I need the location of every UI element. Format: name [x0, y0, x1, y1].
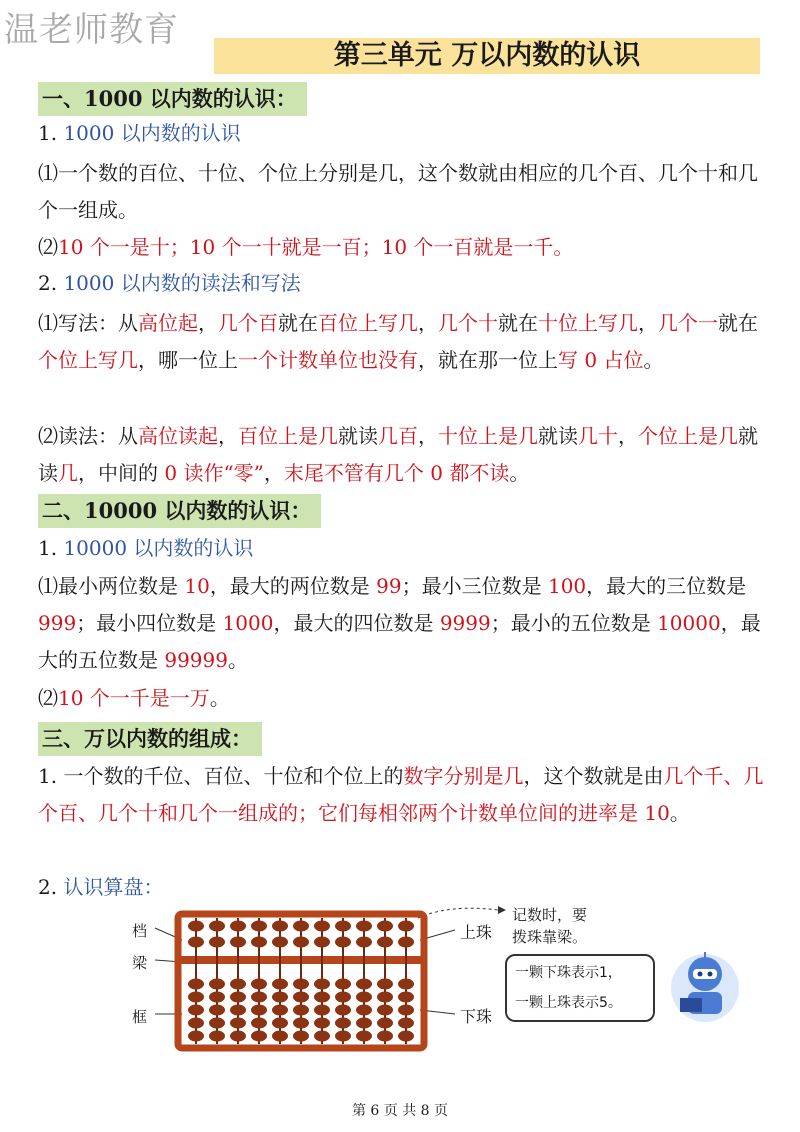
lower-bead [251, 1031, 267, 1042]
subheading-number: 2. [38, 271, 58, 295]
upper-bead [335, 921, 351, 932]
bubble-line: 一颗上珠表示5。 [515, 995, 622, 1011]
highlight-run: 个位上写几 [38, 348, 138, 372]
text-run: ，最大的五位数是 [38, 611, 761, 672]
upper-bead [188, 921, 204, 932]
highlight-run: 0 读作“零” [164, 461, 264, 485]
page-title: 第三单元 万以内数的认识 [214, 38, 760, 74]
lower-bead [398, 1018, 414, 1029]
highlight-run: 999 [38, 611, 77, 635]
highlight-run: 十位上写几 [538, 311, 638, 335]
upper-bead [314, 921, 330, 932]
highlight-run: 99999 [164, 648, 228, 672]
lower-bead [272, 1018, 288, 1029]
para-highlight: 10 个一是十；10 个一十就是一百；10 个一百就是一千。 [58, 235, 574, 259]
section-heading-3: 三、万以内数的组成： [38, 722, 262, 756]
text-run: ， [218, 424, 238, 448]
highlight-run: 数字分别是几 [403, 764, 524, 788]
lower-bead [209, 979, 225, 990]
text-run: ，最大的三位数是 [586, 574, 747, 598]
note-line: 拨珠靠梁。 [512, 928, 588, 946]
highlight-run: 个位上是几 [638, 424, 738, 448]
subheading-number: 1. [38, 536, 58, 560]
lower-bead [293, 979, 309, 990]
dotted-arrow [418, 908, 498, 918]
lower-bead [335, 1031, 351, 1042]
lower-bead [314, 1031, 330, 1042]
subheading-3-2 [38, 872, 163, 902]
paragraph-1-2 [38, 229, 768, 266]
lower-bead [209, 1005, 225, 1016]
upper-bead [209, 921, 225, 932]
lower-bead [251, 992, 267, 1003]
label-lower-bead: 下珠 [460, 1007, 493, 1026]
lower-bead [251, 1018, 267, 1029]
upper-bead [314, 937, 330, 948]
page-footer: 第 6 页 共 8 页 [351, 1103, 449, 1119]
upper-bead [377, 937, 393, 948]
lower-bead [314, 979, 330, 990]
lower-bead [356, 1031, 372, 1042]
watermark: 温老师教育 [4, 10, 179, 50]
lower-bead [356, 1018, 372, 1029]
text-run: ⑴最小两位数是 [38, 574, 185, 598]
text-run: 。 [643, 348, 664, 372]
section-heading-1: 一、1000 以内数的认识： [38, 82, 307, 116]
lower-bead [356, 979, 372, 990]
upper-bead [251, 921, 267, 932]
text-run: 就读 [38, 424, 758, 485]
highlight-run: 写 0 占位 [558, 348, 644, 372]
subheading-number: 1. [38, 121, 58, 145]
lower-bead [272, 1005, 288, 1016]
upper-bead [377, 921, 393, 932]
text-run: 1. 一个数的千位、百位、十位和个位上的 [38, 764, 404, 788]
lower-bead [293, 1018, 309, 1029]
highlight-run: 几个百 [218, 311, 278, 335]
abacus-figure [120, 900, 740, 1060]
upper-bead [230, 937, 246, 948]
highlight-run: 几百 [378, 424, 418, 448]
lower-bead [398, 992, 414, 1003]
subheading-1-2 [38, 268, 301, 298]
lower-bead [230, 1005, 246, 1016]
highlight-run: 99 [376, 574, 402, 598]
highlight-run: 9999 [439, 611, 491, 635]
arrow-head [498, 906, 506, 914]
highlight-run: 10 个一千是一万 [58, 686, 210, 710]
text-run: ；最小的五位数是 [490, 611, 658, 635]
highlight-run: 几 [58, 461, 78, 485]
text-run: 。 [209, 686, 230, 710]
paragraph-3-1 [38, 758, 768, 832]
lower-bead [377, 992, 393, 1003]
para-prefix: ⑵ [38, 686, 58, 710]
lower-bead [314, 992, 330, 1003]
lower-bead [398, 979, 414, 990]
lower-bead [335, 992, 351, 1003]
lower-bead [188, 1018, 204, 1029]
text-run: ⑴写法：从 [38, 311, 138, 335]
lower-bead [272, 992, 288, 1003]
text-run: ， [418, 424, 438, 448]
highlight-run: 十位上是几 [438, 424, 538, 448]
highlight-run: 几个千、几个百、几个十和几个一组成的；它们每相邻两个计数单位间的进率是 10 [38, 764, 764, 825]
text-run: ⑵读法：从 [38, 424, 138, 448]
note-line: 记数时，要 [512, 906, 588, 924]
subheading-text: 10000 以内数的认识 [63, 536, 254, 560]
highlight-run: 高位起 [138, 311, 198, 335]
abacus-rods [188, 918, 414, 1044]
robot-icon [671, 952, 739, 1022]
text-run: 。 [227, 648, 248, 672]
upper-bead [293, 937, 309, 948]
lower-bead [377, 1018, 393, 1029]
lower-bead [335, 979, 351, 990]
highlight-run: 百位上是几 [238, 424, 338, 448]
highlight-run: 百位上写几 [318, 311, 418, 335]
text-run: ， [618, 424, 638, 448]
highlight-run: 1000 [222, 611, 274, 635]
paragraph-writing [38, 305, 768, 379]
paragraph-reading [38, 418, 768, 492]
upper-bead [356, 937, 372, 948]
lower-bead [314, 1018, 330, 1029]
lower-bead [209, 1031, 225, 1042]
subheading-text: 1000 以内数的认识 [63, 121, 241, 145]
label-rod: 档 [132, 922, 148, 940]
lower-bead [356, 992, 372, 1003]
highlight-run: 10 [184, 574, 210, 598]
section-heading-2: 二、10000 以内数的认识： [38, 494, 321, 528]
lower-bead [293, 1005, 309, 1016]
upper-bead [293, 921, 309, 932]
text-run: ，最大的两位数是 [209, 574, 377, 598]
text-run: ，最大的四位数是 [273, 611, 440, 635]
subheading-1-1 [38, 118, 241, 148]
lower-bead [209, 1018, 225, 1029]
text-run: 就在 [278, 311, 318, 335]
lower-bead [230, 979, 246, 990]
text-run: ， [198, 311, 218, 335]
highlight-run: 几十 [578, 424, 618, 448]
highlight-run: 末尾不管有几个 0 都不读 [283, 461, 510, 485]
text-run: 就在 [718, 311, 758, 335]
upper-bead [188, 937, 204, 948]
text-run: ， [638, 311, 658, 335]
text-run: ， [263, 461, 284, 485]
highlight-run: 高位读起 [138, 424, 218, 448]
lower-bead [335, 1018, 351, 1029]
lower-bead [209, 992, 225, 1003]
text-run: ，就在那一位上 [418, 348, 558, 372]
abacus-note [512, 904, 587, 948]
text-run: ；最小三位数是 [401, 574, 548, 598]
label-beam: 梁 [132, 954, 148, 972]
lower-bead [251, 979, 267, 990]
bubble-line: 一颗下珠表示1， [515, 965, 622, 981]
upper-bead [398, 921, 414, 932]
lower-bead [188, 992, 204, 1003]
lower-bead [377, 1031, 393, 1042]
para-prefix: ⑵ [38, 235, 58, 259]
lower-bead [398, 1005, 414, 1016]
text-run: ，哪一位上 [138, 348, 238, 372]
subheading-text: 认识算盘： [63, 875, 164, 899]
upper-bead [230, 921, 246, 932]
lower-bead [356, 1005, 372, 1016]
text-run: 。 [669, 801, 690, 825]
lower-bead [188, 1005, 204, 1016]
lower-bead [293, 1031, 309, 1042]
upper-bead [398, 937, 414, 948]
lower-bead [272, 979, 288, 990]
text-run: ，中间的 [78, 461, 165, 485]
highlight-run: 几个一 [658, 311, 718, 335]
text-run: 就读 [538, 424, 578, 448]
text-run: ， [418, 311, 438, 335]
upper-bead [251, 937, 267, 948]
speech-bubble [505, 954, 655, 1022]
subheading-text: 1000 以内数的读法和写法 [63, 271, 301, 295]
text-run: 就在 [498, 311, 538, 335]
upper-bead [209, 937, 225, 948]
lower-bead [188, 1031, 204, 1042]
lower-bead [230, 992, 246, 1003]
lower-bead [188, 979, 204, 990]
paragraph-2-2 [38, 680, 768, 717]
paragraph-1-1: ⑴一个数的百位、十位、个位上分别是几，这个数就由相应的几个百、几个十和几个一组成。 [38, 161, 758, 222]
lower-bead [335, 1005, 351, 1016]
highlight-run: 一个计数单位也没有 [238, 348, 418, 372]
label-frame: 框 [132, 1008, 148, 1026]
lower-bead [230, 1031, 246, 1042]
text-run: 。 [509, 461, 530, 485]
paragraph-2-1 [38, 568, 768, 679]
highlight-run: 100 [547, 574, 587, 598]
upper-bead [335, 937, 351, 948]
lower-bead [398, 1031, 414, 1042]
upper-bead [356, 921, 372, 932]
lower-bead [293, 992, 309, 1003]
text-run: 就读 [338, 424, 378, 448]
lower-bead [314, 1005, 330, 1016]
lower-bead [230, 1018, 246, 1029]
highlight-run: 10000 [657, 611, 721, 635]
subheading-2-1 [38, 533, 253, 563]
lower-bead [377, 1005, 393, 1016]
upper-bead [272, 921, 288, 932]
subheading-number: 2. [38, 875, 58, 899]
lower-bead [377, 979, 393, 990]
text-run: ，这个数就是由 [523, 764, 664, 788]
highlight-run: 几个十 [438, 311, 498, 335]
upper-bead [272, 937, 288, 948]
lower-bead [251, 1005, 267, 1016]
text-run: ；最小四位数是 [76, 611, 223, 635]
label-upper-bead: 上珠 [460, 923, 493, 942]
lower-bead [272, 1031, 288, 1042]
